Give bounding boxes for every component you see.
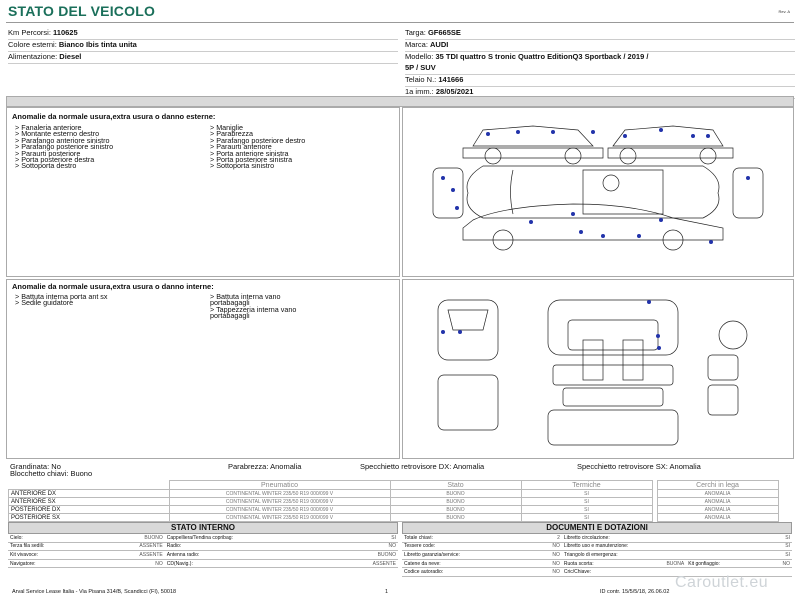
cell-label: Ruota scorta: xyxy=(562,559,638,568)
modello-row xyxy=(405,52,795,63)
tyre-termiche: SI xyxy=(521,498,652,506)
imm-label: 1a imm.: xyxy=(405,87,434,96)
footer-company: Arval Service Lease Italia - Via Pisana 314/B, Scandicci (FI), 50018 xyxy=(12,589,177,595)
telaio-row xyxy=(405,75,795,87)
color-row xyxy=(8,40,398,52)
tyre-header-row xyxy=(9,481,779,490)
table-row xyxy=(8,551,398,560)
cell-label: Navigatore: xyxy=(8,559,99,568)
table-row xyxy=(8,542,398,551)
tyre-cerchi: ANOMALIA xyxy=(657,514,778,522)
tyre-cerchi: ANOMALIA xyxy=(657,506,778,514)
damage-item: > Porta posteriore destra xyxy=(15,155,95,165)
tyre-model: CONTINENTAL WINTER 235/50 R19 000/099 V xyxy=(169,490,390,498)
title-divider xyxy=(6,22,794,23)
cell-label: Kit vivavoce: xyxy=(8,551,99,560)
internal-damage-title: Anomalie da normale usura,extra usura o danno interne: xyxy=(12,282,214,291)
cell-label: Triangolo di emergenza: xyxy=(562,551,766,560)
cell-label: Catene da neve: xyxy=(402,559,536,568)
cell-label: Totale chiavi: xyxy=(402,534,536,542)
internal-damage-panel xyxy=(6,279,400,459)
damage-item: > Battuta interna porta ant sx xyxy=(15,292,108,301)
damage-item: > Sottoporta destro xyxy=(15,161,77,171)
color-label: Colore esterni: xyxy=(8,40,57,49)
tyre-stato: BUONO xyxy=(390,506,521,514)
cell-value: NO xyxy=(99,559,164,568)
specchietto-sx-status: Specchietto retrovisore SX: Anomalia xyxy=(577,462,701,471)
cell-label: Cappelliera/Tendina copribag: xyxy=(165,534,333,542)
documenti-section xyxy=(402,522,792,577)
tyre-model: CONTINENTAL WINTER 235/50 R19 000/099 V xyxy=(169,498,390,506)
damage-item: > Battuta interna vano xyxy=(210,292,281,301)
cell-value xyxy=(766,568,792,577)
tyre-header-pneumatico: Pneumatico xyxy=(169,481,390,490)
cell-value: SI xyxy=(333,534,398,542)
damage-item: > Fanaleria anteriore xyxy=(15,123,82,132)
cell-value: SI xyxy=(766,534,792,542)
cell-label: Cielo: xyxy=(8,534,99,542)
tyre-termiche: SI xyxy=(521,514,652,522)
cell-label: Cric/Chiave: xyxy=(562,568,766,577)
footer-page: 1 xyxy=(385,589,389,595)
cell-value: ASSENTE xyxy=(99,542,164,551)
cell-value: BUONA xyxy=(637,559,686,568)
cell-value: ASSENTE xyxy=(99,551,164,560)
table-row xyxy=(9,514,779,522)
modello-value-2: 5P / SUV xyxy=(405,63,436,72)
internal-damage-col2 xyxy=(210,294,296,320)
internal-car-diagram xyxy=(402,279,794,459)
damage-item: > Sottoporta sinistro xyxy=(210,161,275,171)
cell-label: Tessere code: xyxy=(402,542,536,551)
damage-item: > Maniglie xyxy=(210,123,243,132)
damage-item: > Paraurti posteriore xyxy=(15,148,81,158)
cell-value: NO xyxy=(536,551,562,560)
damage-item: > Paraurti anteriore xyxy=(210,142,272,152)
tyre-cerchi: ANOMALIA xyxy=(657,498,778,506)
tyre-header-termiche: Termiche xyxy=(521,481,652,490)
cell-value: NO xyxy=(766,559,792,568)
cell-value: NO xyxy=(333,542,398,551)
fuel-row xyxy=(8,52,398,64)
damage-item: > Porta posteriore sinistra xyxy=(210,155,293,165)
table-row xyxy=(402,559,792,568)
external-car-diagram xyxy=(402,107,794,277)
tyre-header-empty xyxy=(9,481,170,490)
cell-label: Codice autoradio: xyxy=(402,568,536,577)
section-separator xyxy=(6,96,794,107)
targa-label: Targa: xyxy=(405,28,426,37)
damage-item: > Montante esterno destro xyxy=(15,129,100,139)
documenti-table xyxy=(402,534,792,577)
table-row xyxy=(9,498,779,506)
damage-item: > Parafango posteriore sinistro xyxy=(15,142,114,152)
car-exterior-diagram xyxy=(403,108,793,276)
table-row xyxy=(8,534,398,542)
tyre-stato: BUONO xyxy=(390,514,521,522)
modello-row-2 xyxy=(405,63,795,75)
fuel-value: Diesel xyxy=(59,52,82,61)
marca-row xyxy=(405,40,795,52)
table-row xyxy=(9,506,779,514)
damage-item: > Parafango posteriore destro xyxy=(210,135,306,145)
tyre-table xyxy=(8,480,779,522)
external-damage-col2 xyxy=(210,125,305,170)
cell-label: Kit gonfiaggio: xyxy=(686,559,766,568)
color-value: Bianco Ibis tinta unita xyxy=(58,40,137,49)
internal-damage-col1 xyxy=(15,294,108,307)
modello-label: Modello: xyxy=(405,52,434,61)
cell-label: Libretto garanzia/service: xyxy=(402,551,536,560)
cell-label: CD(Navig.): xyxy=(165,559,333,568)
cell-value: 2 xyxy=(536,534,562,542)
cell-value: ASSENTE xyxy=(333,559,398,568)
cell-label: Libretto uso e manutenzione: xyxy=(562,542,766,551)
tyre-pos: POSTERIORE DX xyxy=(9,506,170,514)
cell-label: Antenna radio: xyxy=(165,551,333,560)
grandinata-status: Grandinata: No xyxy=(10,462,61,471)
damage-item: > Tappezzeria interna vano xyxy=(210,304,297,314)
targa-value: GF665SE xyxy=(427,28,461,37)
revision-label: Rev. A xyxy=(778,9,790,14)
tyre-table-wrap xyxy=(8,480,779,522)
tyre-pos: ANTERIORE SX xyxy=(9,498,170,506)
modello-value: 35 TDI quattro S tronic Quattro EditionQ3 Sportback / 2019 / xyxy=(435,52,649,61)
fuel-label: Alimentazione: xyxy=(8,52,58,61)
tyre-model: CONTINENTAL WINTER 235/50 R19 000/099 V xyxy=(169,514,390,522)
vehicle-info-left xyxy=(8,28,398,64)
tyre-stato: BUONO xyxy=(390,490,521,498)
stato-interno-title: STATO INTERNO xyxy=(8,522,398,534)
tyre-termiche: SI xyxy=(521,490,652,498)
tyre-header-stato: Stato xyxy=(390,481,521,490)
tyre-termiche: SI xyxy=(521,506,652,514)
car-interior-diagram xyxy=(403,280,793,458)
page-title: STATO DEL VEICOLO xyxy=(8,3,156,19)
marca-label: Marca: xyxy=(405,40,428,49)
cell-value: NO xyxy=(536,568,562,577)
tyre-stato: BUONO xyxy=(390,498,521,506)
cell-value: NO xyxy=(536,542,562,551)
documenti-title: DOCUMENTI E DOTAZIONI xyxy=(402,522,792,534)
marca-value: AUDI xyxy=(430,40,449,49)
external-damage-col1 xyxy=(15,125,113,170)
damage-item: portabagagli xyxy=(210,311,250,321)
table-row xyxy=(402,534,792,542)
km-row xyxy=(8,28,398,40)
specchietto-dx-status: Specchietto retrovisore DX: Anomalia xyxy=(360,462,485,471)
parabrezza-status: Parabrezza: Anomalia xyxy=(228,462,302,471)
table-row xyxy=(8,559,398,568)
external-damage-panel xyxy=(6,107,400,277)
cell-label: Terza fila sedili: xyxy=(8,542,99,551)
vehicle-info-right xyxy=(405,28,795,99)
tyre-pos: ANTERIORE DX xyxy=(9,490,170,498)
footer-doc-id: ID contr. 15/5/5/18, 26.06.02 xyxy=(600,589,670,595)
telaio-label: Telaio N.: xyxy=(405,75,437,84)
imm-value: 28/05/2021 xyxy=(435,87,474,96)
targa-row xyxy=(405,28,795,40)
tyre-model: CONTINENTAL WINTER 235/50 R19 000/099 V xyxy=(169,506,390,514)
tyre-cerchi: ANOMALIA xyxy=(657,490,778,498)
cell-value: NO xyxy=(536,559,562,568)
km-value: 110625 xyxy=(53,28,78,37)
cell-value: SI xyxy=(766,542,792,551)
km-label: Km Percorsi: xyxy=(8,28,51,37)
table-row xyxy=(9,490,779,498)
tyre-pos: POSTERIORE SX xyxy=(9,514,170,522)
telaio-value: 141666 xyxy=(438,75,464,84)
damage-item: > Parafango anteriore sinistro xyxy=(15,135,110,145)
stato-interno-section xyxy=(8,522,398,568)
stato-interno-table xyxy=(8,534,398,568)
cell-value: BUONO xyxy=(333,551,398,560)
damage-item: > Porta anteriore sinistra xyxy=(210,148,289,158)
external-damage-title: Anomalie da normale usura,extra usura o danno esterne: xyxy=(12,112,216,121)
cell-value: BUONO xyxy=(99,534,164,542)
blocchetto-status: Blocchetto chiavi: Buono xyxy=(10,469,93,478)
cell-label: Radio: xyxy=(165,542,333,551)
cell-value: SI xyxy=(766,551,792,560)
watermark-logo: Caroutlet.eu xyxy=(675,574,769,591)
table-row xyxy=(402,542,792,551)
damage-item: > Sedile guidatore xyxy=(15,298,74,308)
damage-item: portabagagli xyxy=(210,298,250,308)
cell-label: Libretto circolazione: xyxy=(562,534,766,542)
tyre-header-cerchi: Cerchi in lega xyxy=(657,481,778,490)
damage-item: > Parabrezza xyxy=(210,129,253,139)
table-row xyxy=(402,551,792,560)
